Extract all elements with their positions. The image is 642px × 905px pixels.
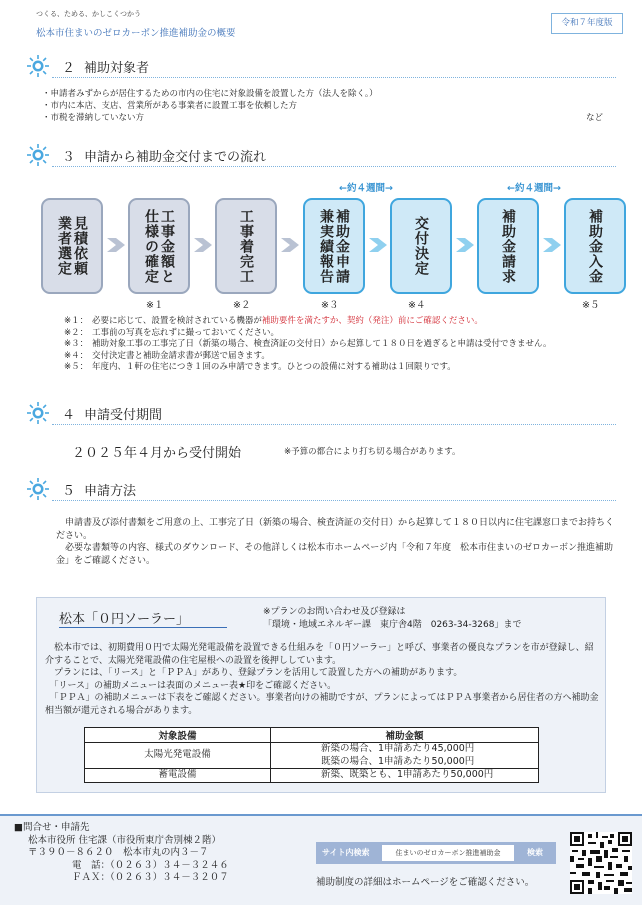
section-3-heading — [26, 143, 616, 167]
weeks-label-2: ←約４週間→ — [507, 183, 561, 194]
table-cell-amount: 新築、既築とも、1申請あたり50,000円 — [271, 769, 539, 783]
table-cell-item: 太陽光発電設備 — [85, 743, 271, 769]
period-note: ※予算の都合により打ち切る場合があります。 — [284, 447, 461, 457]
flow-step-mark: ※３ — [321, 300, 339, 311]
section-number: ３ — [62, 150, 76, 165]
contact-tel: 電 話：（０２６３）３４－３２４６ — [72, 859, 229, 871]
section-title: 申請方法 — [84, 484, 137, 499]
solar-paragraph: 松本市では、初期費用０円で太陽光発電設備を設置できる仕組みを「０円ソーラー」と呼び、事業者の優良なプランを市が登録し、紹介することで、太陽光発電設備の住宅屋根への設置を後押ししています。 — [45, 643, 594, 666]
section-title: 申請受付期間 — [84, 408, 163, 423]
flow-step-label: 見積依頼 業者選定 — [56, 216, 88, 276]
table-cell-amount: 新築の場合、1申請あたり45,000円 既築の場合、1申請あたり50,000円 — [271, 743, 539, 769]
sun-icon — [26, 54, 50, 78]
tagline: つくる、ためる、かしこくつかう — [36, 10, 141, 18]
flow-notes — [64, 316, 604, 374]
website-note: 補助制度の詳細はホームページをご確認ください。 — [316, 877, 535, 888]
note-1: ※１： 必要に応じて、設置を検討されている機器が補助要件を満たすか、契約（発注）前にご確認ください。 — [64, 316, 483, 326]
weeks-label-1: ←約４週間→ — [339, 183, 393, 194]
section-4-heading — [26, 401, 616, 425]
flow-step — [477, 198, 539, 294]
solar-paragraph: 「ＰＰＡ」の補助メニューは下表をご確認ください。事業者向けの補助ですが、プランによってはＰＰＡ事業者から居住者の方へ補助金相当額が還元される場合があります。 — [45, 693, 599, 716]
site-search-bar — [316, 842, 556, 864]
contact-heading: ■問合せ・申請先 — [14, 822, 90, 833]
flow-step-mark: ※４ — [408, 300, 426, 311]
search-input[interactable]: 住まいのゼロカーボン推進補助金 — [382, 845, 514, 861]
section-number: ４ — [62, 408, 76, 423]
flow-step-label: 工事着完工 — [238, 208, 254, 284]
page-header — [0, 0, 642, 48]
contact-info — [14, 822, 229, 885]
contact-office: 松本市役所 住宅課（市役所東庁舎別棟２階） — [28, 834, 222, 846]
divider — [52, 166, 616, 167]
section-number: ５ — [62, 484, 76, 499]
flow-step-mark: ※５ — [582, 300, 600, 311]
flow-step-label: 補助金入金 — [587, 208, 603, 284]
flow-step — [564, 198, 626, 294]
flow-step — [128, 198, 190, 294]
divider — [52, 424, 616, 425]
note-3: ※３： 補助対象工事の工事完了日（新築の場合、検査済証の交付日）から起算して１８０日を過ぎると申請は受付できません。 — [64, 339, 552, 350]
application-period: ２０２５年４月から受付開始 — [72, 446, 242, 461]
contact-address: 〒３９０－８６２０ 松本市丸の内３－７ — [28, 847, 209, 858]
search-label: サイト内検索 — [322, 848, 370, 857]
flow-step-label: 補助金申請 兼実績報告 — [318, 208, 350, 284]
note-5: ※５： 年度内、１軒の住宅につき１回のみ申請できます。ひとつの設備に対する補助は１回限りです。 — [64, 362, 456, 373]
table-header: 対象設備 — [85, 728, 271, 743]
section-number: ２ — [62, 61, 76, 76]
flow-step-label: 交付決定 — [413, 216, 429, 276]
flow-step-label: 工事金額と 仕様の確定 — [143, 208, 175, 284]
table-row — [85, 769, 539, 783]
section-title: 申請から補助金交付までの流れ — [84, 150, 267, 165]
flow-step — [390, 198, 452, 294]
bullet-1: ・申請者みずからが居住するための市内の住宅に対象設備を設置した方（法人を除く。） — [42, 89, 378, 99]
section-title: 補助対象者 — [84, 61, 150, 76]
table-header-row — [85, 728, 539, 743]
table-row — [85, 743, 539, 769]
flow-step-mark: ※１ — [146, 300, 164, 311]
sun-icon — [26, 143, 50, 167]
table-header: 補助金額 — [271, 728, 539, 743]
note-4: ※４： 交付決定書と補助金請求書が郵送で届きます。 — [64, 350, 270, 361]
section-5-heading — [26, 477, 616, 501]
year-badge: 令和７年度版 — [551, 13, 623, 34]
section-2-heading — [26, 54, 616, 78]
method-paragraph-2: 必要な書類等の内容、様式のダウンロード、その他詳しくは松本市ホームページ内「令和７年度 松本市住まいのゼロカーボン推進補助金」をご確認ください。 — [56, 543, 614, 566]
bullet-2: ・市内に本店、支店、営業所がある事業者に設置工事を依頼した方 — [42, 101, 298, 111]
sun-icon — [26, 401, 50, 425]
solar-title-underline — [59, 627, 227, 628]
application-method — [56, 517, 616, 567]
note-2: ※２： 工事前の写真を忘れずに撮っておいてください。 — [64, 327, 280, 338]
solar-paragraph: 「リース」の補助メニューは表面のメニュー表★印をご確認ください。 — [45, 680, 337, 691]
chevron-right-icon — [281, 238, 299, 252]
flow-step — [41, 198, 103, 294]
bullet-trailing: など — [586, 113, 604, 123]
divider — [52, 77, 616, 78]
divider — [52, 500, 616, 501]
page-title: 松本市住まいのゼロカーボン推進補助金の概要 — [36, 28, 236, 39]
flow-step-label: 補助金請求 — [500, 208, 516, 284]
table-cell-item: 蓄電設備 — [85, 769, 271, 783]
search-button[interactable]: 検索 — [527, 848, 543, 857]
solar-paragraph: プランには、「リース」と「ＰＰＡ」があり、登録プランを活用して設置した方への補助があります。 — [45, 668, 463, 679]
subsidy-table — [84, 727, 539, 783]
chevron-right-icon — [194, 238, 212, 252]
chevron-right-icon — [456, 238, 474, 252]
method-paragraph-1: 申請書及び添付書類をご用意の上、工事完了日（新築の場合、検査済証の交付日）から起算して１８０日以内に住宅課窓口までお持ちください。 — [56, 518, 615, 541]
chevron-right-icon — [107, 238, 125, 252]
sun-icon — [26, 477, 50, 501]
qr-code-icon[interactable] — [570, 832, 632, 894]
bullet-3: ・市税を滞納していない方 — [42, 113, 145, 123]
flow-step-mark: ※２ — [233, 300, 251, 311]
solar-contact: ※プランのお問い合わせ及び登録は 「環境・地域エネルギー課 東庁舎4階 0263-34-3268」まで — [263, 607, 522, 630]
chevron-right-icon — [543, 238, 561, 252]
contact-fax: ＦＡＸ：（０２６３）３４－３２０７ — [72, 872, 229, 883]
flow-step — [303, 198, 365, 294]
chevron-right-icon — [369, 238, 387, 252]
flow-step — [215, 198, 277, 294]
solar-title: 松本「０円ソーラー」 — [59, 612, 190, 627]
solar-body — [45, 642, 601, 718]
